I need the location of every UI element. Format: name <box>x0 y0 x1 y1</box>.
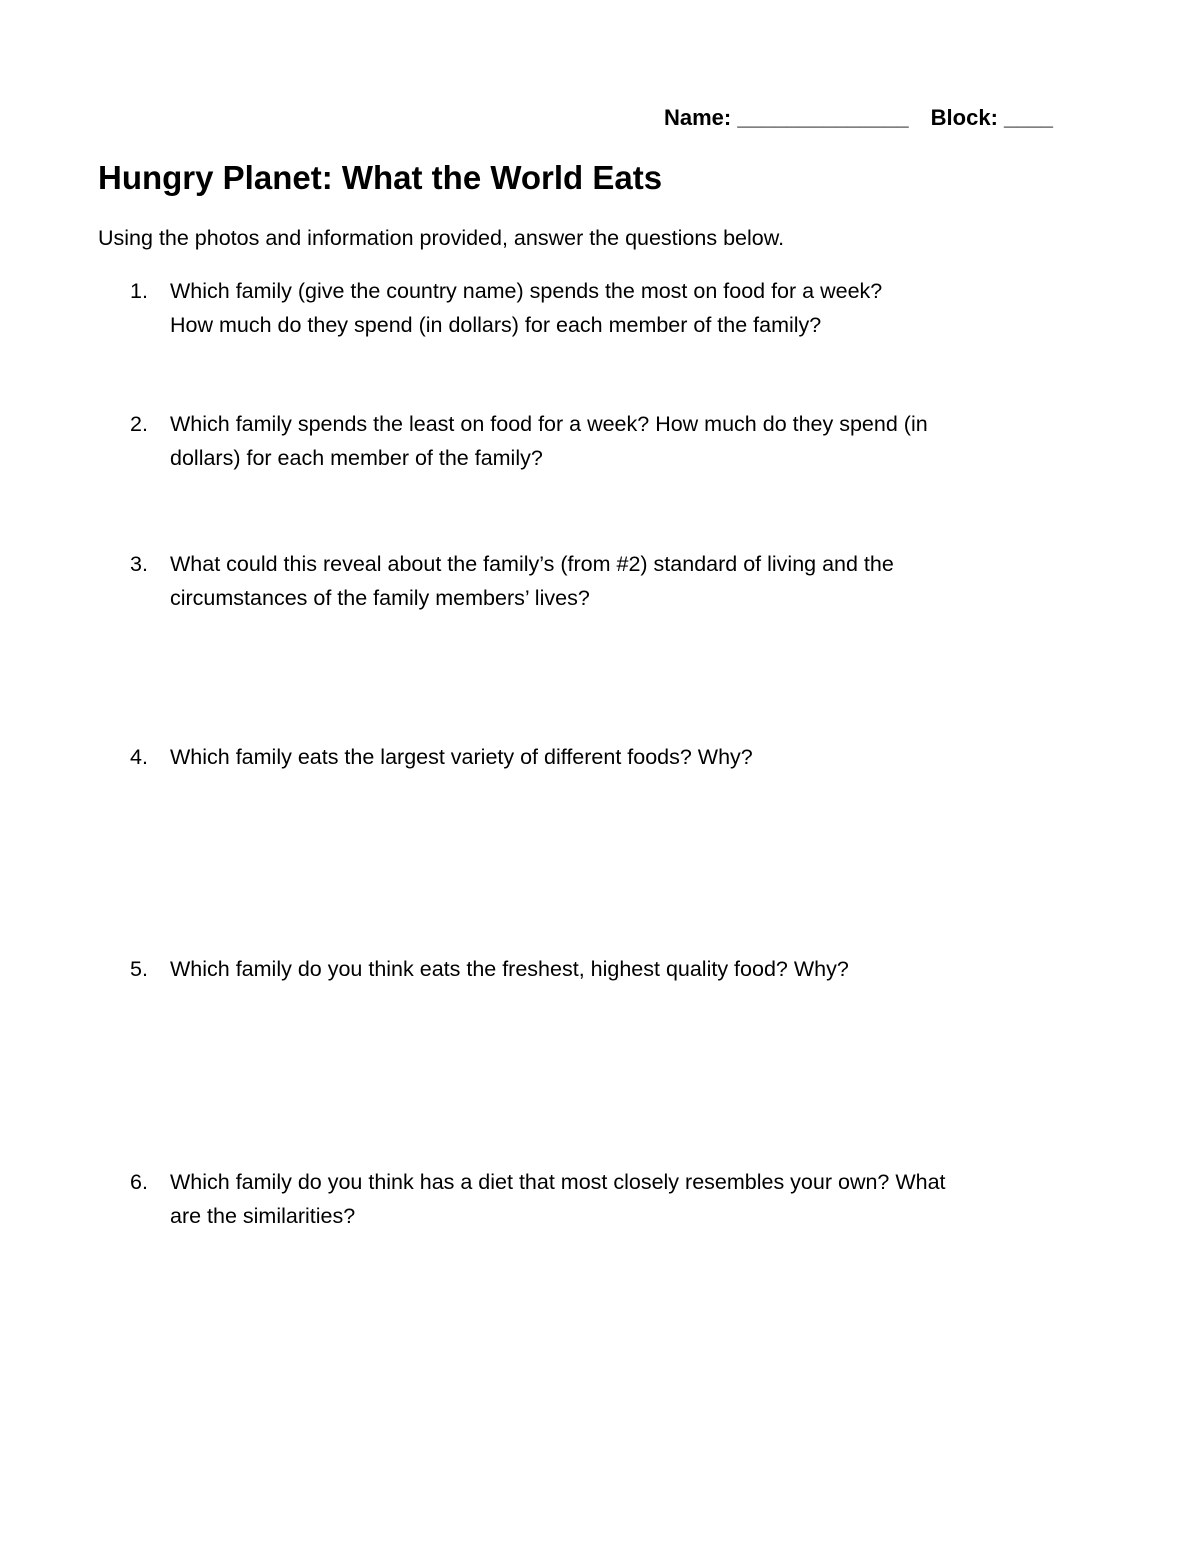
question-line: Which family do you think has a diet that most closely resembles your own? What <box>170 1170 946 1194</box>
question-1 <box>130 274 1110 342</box>
question-line: Which family eats the largest variety of different foods? Why? <box>170 745 753 769</box>
question-number: 4. <box>130 745 148 769</box>
page-title: Hungry Planet: What the World Eats <box>98 159 663 196</box>
block-field-label: Block: ____ <box>930 105 1053 130</box>
question-number: 5. <box>130 957 148 981</box>
question-2 <box>130 407 1110 475</box>
question-line: circumstances of the family members’ lives? <box>170 586 590 610</box>
question-line: Which family (give the country name) spends the most on food for a week? <box>170 279 883 303</box>
question-5 <box>130 952 1110 986</box>
question-number: 6. <box>130 1170 148 1194</box>
question-text <box>170 407 1110 475</box>
question-4 <box>130 740 1110 774</box>
question-number: 2. <box>130 412 148 436</box>
header-fields <box>664 101 1053 135</box>
question-line: Which family do you think eats the freshest, highest quality food? Why? <box>170 957 849 981</box>
question-text <box>170 1165 1110 1233</box>
question-number: 3. <box>130 552 148 576</box>
question-line: How much do they spend (in dollars) for each member of the family? <box>170 313 822 337</box>
question-6 <box>130 1165 1110 1233</box>
question-text <box>170 740 1110 774</box>
question-line: Which family spends the least on food for a week? How much do they spend (in <box>170 412 928 436</box>
question-text <box>170 547 1110 615</box>
question-line: What could this reveal about the family’s (from #2) standard of living and the <box>170 552 894 576</box>
name-field-label: Name: ______________ <box>664 105 909 130</box>
question-line: dollars) for each member of the family? <box>170 446 543 470</box>
instructions: Using the photos and information provided, answer the questions below. <box>98 226 785 250</box>
question-3 <box>130 547 1110 615</box>
question-text <box>170 274 1110 342</box>
question-number: 1. <box>130 279 148 303</box>
question-text <box>170 952 1110 986</box>
question-line: are the similarities? <box>170 1204 356 1228</box>
